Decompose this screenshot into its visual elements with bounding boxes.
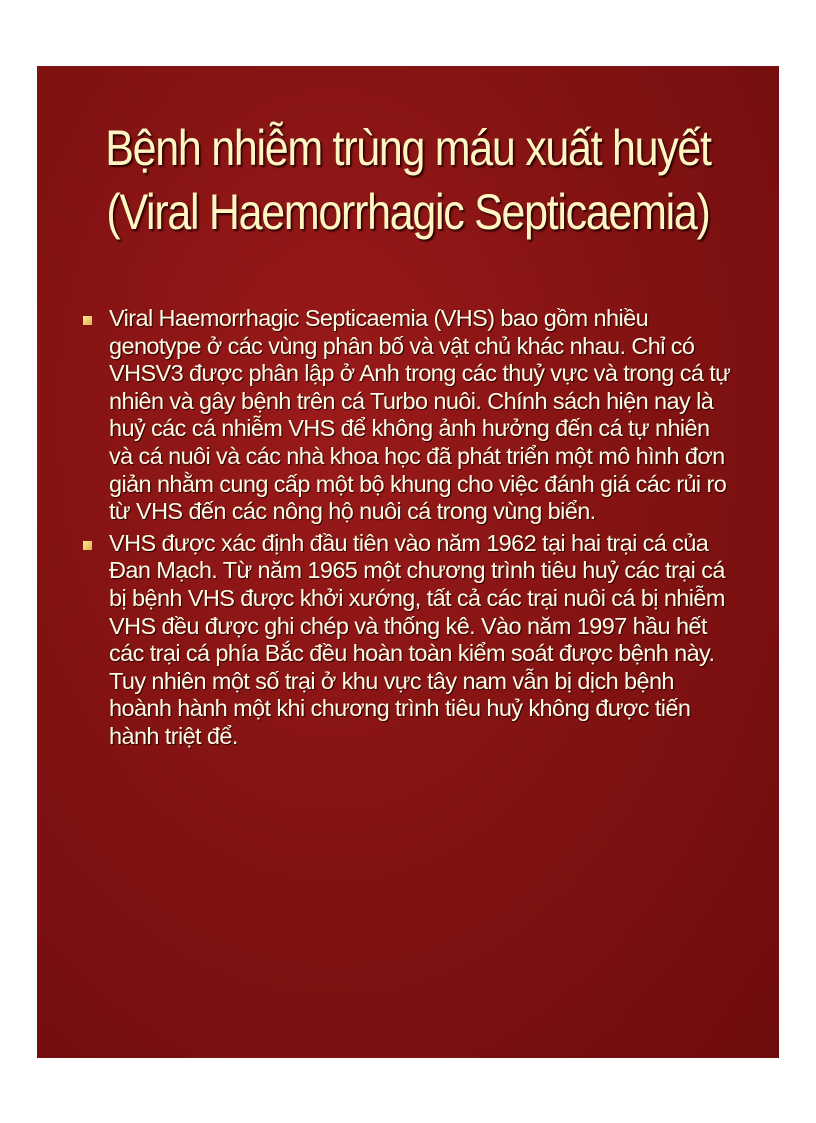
slide-title [89, 116, 727, 244]
square-bullet-icon [83, 541, 92, 550]
bullet-text: Viral Haemorrhagic Septicaemia (VHS) bao gồm nhiều genotype ở các vùng phân bố và vật chủ khác nhau. Chỉ có VHSV3 được phân lập ở Anh trong các thuỷ vực và trong cá tự nhiên và gây bệnh trên cá Turbo nuôi. Chính sách hiện nay là huỷ các cá nhiễm VHS để không ảnh hưởng đến cá tự nhiên và cá nuôi và các nhà khoa học đã phát triển một mô hình đơn giản nhằm cung cấp một bộ khung cho việc đánh giá các rủi ro từ VHS đến các nông hộ nuôi cá trong vùng biển. [109, 305, 731, 525]
bullet-list [81, 305, 731, 755]
bullet-item [81, 530, 731, 751]
square-bullet-icon [83, 316, 92, 325]
slide-title-line-2: (Viral Haemorrhagic Septicaemia) [106, 184, 710, 240]
bullet-text: VHS được xác định đầu tiên vào năm 1962 tại hai trại cá của Đan Mạch. Từ năm 1965 một chương trình tiêu huỷ các trại cá bị bệnh VHS được khởi xướng, tất cả các trại nuôi cá bị nhiễm VHS đều được ghi chép và thống kê. Vào năm 1997 hầu hết các trại cá phía Bắc đều hoàn toàn kiểm soát được bệnh này. Tuy nhiên một số trại ở khu vực tây nam vẫn bị dịch bệnh hoành hành một khi chương trình tiêu huỷ không được tiến hành triệt để. [109, 529, 725, 749]
slide [37, 66, 779, 1058]
slide-title-line-1: Bệnh nhiễm trùng máu xuất huyết [105, 120, 711, 176]
bullet-item [81, 305, 731, 526]
